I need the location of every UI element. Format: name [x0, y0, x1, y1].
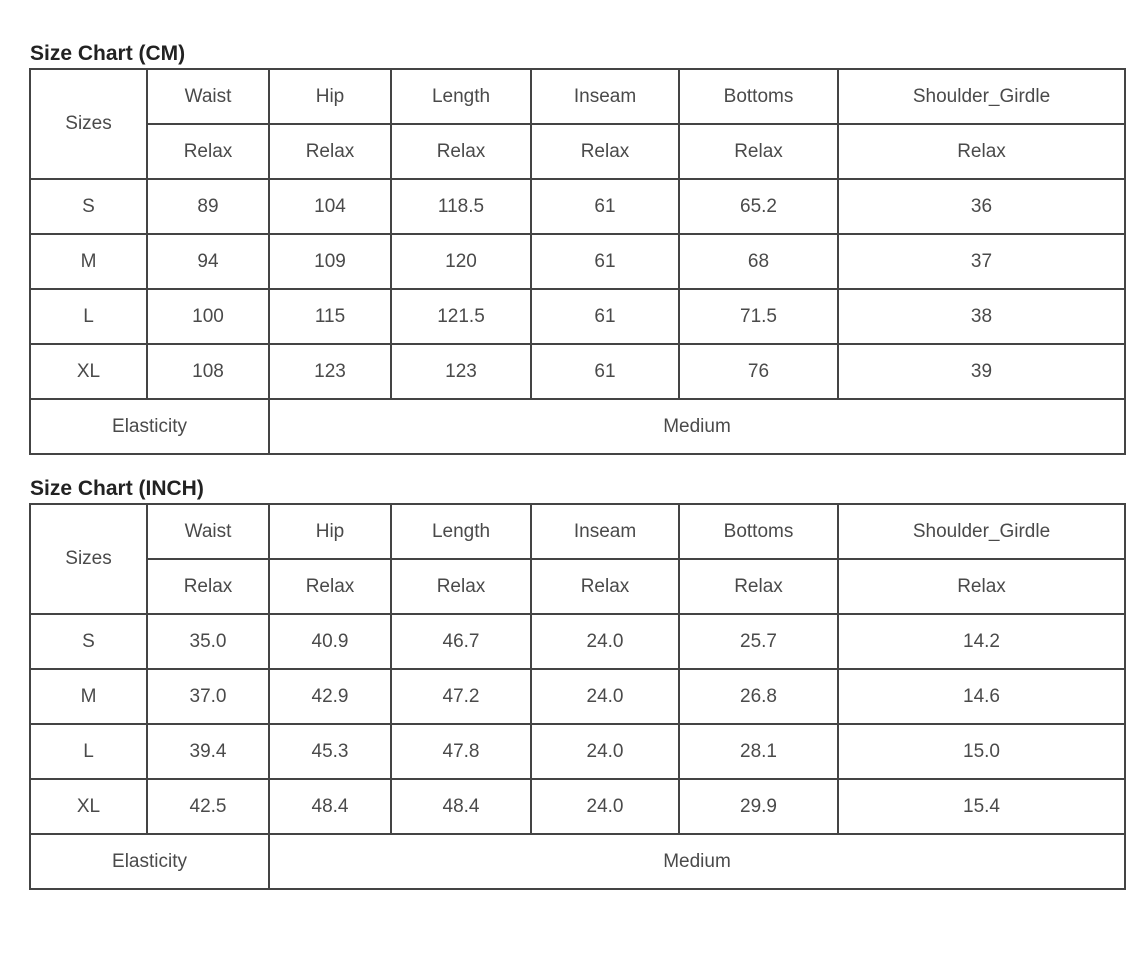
elasticity-label: Elasticity: [30, 399, 269, 454]
subheader-cell: Relax: [391, 124, 531, 179]
value-cell: 100: [147, 289, 269, 344]
column-header-hip: Hip: [269, 504, 391, 559]
size-cell: S: [30, 614, 147, 669]
column-header-shoulder-girdle: Shoulder_Girdle: [838, 69, 1125, 124]
value-cell: 61: [531, 234, 679, 289]
value-cell: 120: [391, 234, 531, 289]
column-header-inseam: Inseam: [531, 69, 679, 124]
value-cell: 26.8: [679, 669, 838, 724]
value-cell: 39: [838, 344, 1125, 399]
elasticity-row: [30, 834, 1125, 889]
size-cell: L: [30, 289, 147, 344]
value-cell: 61: [531, 179, 679, 234]
value-cell: 108: [147, 344, 269, 399]
size-cell: XL: [30, 779, 147, 834]
sizes-header: Sizes: [30, 504, 147, 614]
value-cell: 29.9: [679, 779, 838, 834]
header-row: [30, 504, 1125, 559]
value-cell: 24.0: [531, 724, 679, 779]
subheader-cell: Relax: [679, 559, 838, 614]
value-cell: 123: [269, 344, 391, 399]
value-cell: 14.6: [838, 669, 1125, 724]
value-cell: 47.2: [391, 669, 531, 724]
value-cell: 36: [838, 179, 1125, 234]
subheader-row: [30, 559, 1125, 614]
table-row: [30, 234, 1125, 289]
table-row: [30, 614, 1125, 669]
value-cell: 61: [531, 289, 679, 344]
value-cell: 115: [269, 289, 391, 344]
table-row: [30, 179, 1125, 234]
subheader-cell: Relax: [391, 559, 531, 614]
value-cell: 109: [269, 234, 391, 289]
value-cell: 24.0: [531, 779, 679, 834]
size-cell: XL: [30, 344, 147, 399]
value-cell: 42.5: [147, 779, 269, 834]
value-cell: 48.4: [269, 779, 391, 834]
value-cell: 46.7: [391, 614, 531, 669]
elasticity-value: Medium: [269, 834, 1125, 889]
column-header-waist: Waist: [147, 69, 269, 124]
value-cell: 89: [147, 179, 269, 234]
subheader-cell: Relax: [269, 559, 391, 614]
column-header-length: Length: [391, 69, 531, 124]
value-cell: 42.9: [269, 669, 391, 724]
table-row: [30, 344, 1125, 399]
value-cell: 76: [679, 344, 838, 399]
size-chart-cm-title: Size Chart (CM): [30, 42, 186, 65]
table-row: [30, 289, 1125, 344]
value-cell: 65.2: [679, 179, 838, 234]
value-cell: 48.4: [391, 779, 531, 834]
value-cell: 40.9: [269, 614, 391, 669]
value-cell: 47.8: [391, 724, 531, 779]
column-header-bottoms: Bottoms: [679, 69, 838, 124]
subheader-cell: Relax: [531, 124, 679, 179]
subheader-cell: Relax: [147, 124, 269, 179]
value-cell: 15.0: [838, 724, 1125, 779]
value-cell: 94: [147, 234, 269, 289]
table-row: [30, 669, 1125, 724]
value-cell: 61: [531, 344, 679, 399]
column-header-length: Length: [391, 504, 531, 559]
header-row: [30, 69, 1125, 124]
subheader-cell: Relax: [269, 124, 391, 179]
subheader-cell: Relax: [838, 559, 1125, 614]
size-cell: M: [30, 234, 147, 289]
value-cell: 71.5: [679, 289, 838, 344]
value-cell: 118.5: [391, 179, 531, 234]
column-header-bottoms: Bottoms: [679, 504, 838, 559]
value-cell: 28.1: [679, 724, 838, 779]
column-header-inseam: Inseam: [531, 504, 679, 559]
value-cell: 25.7: [679, 614, 838, 669]
subheader-cell: Relax: [531, 559, 679, 614]
value-cell: 38: [838, 289, 1125, 344]
subheader-cell: Relax: [838, 124, 1125, 179]
size-cell: M: [30, 669, 147, 724]
size-cell: S: [30, 179, 147, 234]
value-cell: 15.4: [838, 779, 1125, 834]
column-header-shoulder-girdle: Shoulder_Girdle: [838, 504, 1125, 559]
size-chart-inch-title: Size Chart (INCH): [30, 477, 204, 500]
table-row: [30, 724, 1125, 779]
value-cell: 14.2: [838, 614, 1125, 669]
elasticity-label: Elasticity: [30, 834, 269, 889]
column-header-hip: Hip: [269, 69, 391, 124]
value-cell: 24.0: [531, 669, 679, 724]
sizes-header: Sizes: [30, 69, 147, 179]
value-cell: 37: [838, 234, 1125, 289]
value-cell: 123: [391, 344, 531, 399]
subheader-cell: Relax: [147, 559, 269, 614]
size-chart-inch-table: [29, 503, 1126, 890]
value-cell: 104: [269, 179, 391, 234]
subheader-cell: Relax: [679, 124, 838, 179]
value-cell: 121.5: [391, 289, 531, 344]
value-cell: 39.4: [147, 724, 269, 779]
table-row: [30, 779, 1125, 834]
subheader-row: [30, 124, 1125, 179]
elasticity-value: Medium: [269, 399, 1125, 454]
value-cell: 68: [679, 234, 838, 289]
value-cell: 24.0: [531, 614, 679, 669]
value-cell: 35.0: [147, 614, 269, 669]
size-chart-cm-table: [29, 68, 1126, 455]
elasticity-row: [30, 399, 1125, 454]
column-header-waist: Waist: [147, 504, 269, 559]
value-cell: 45.3: [269, 724, 391, 779]
value-cell: 37.0: [147, 669, 269, 724]
size-cell: L: [30, 724, 147, 779]
